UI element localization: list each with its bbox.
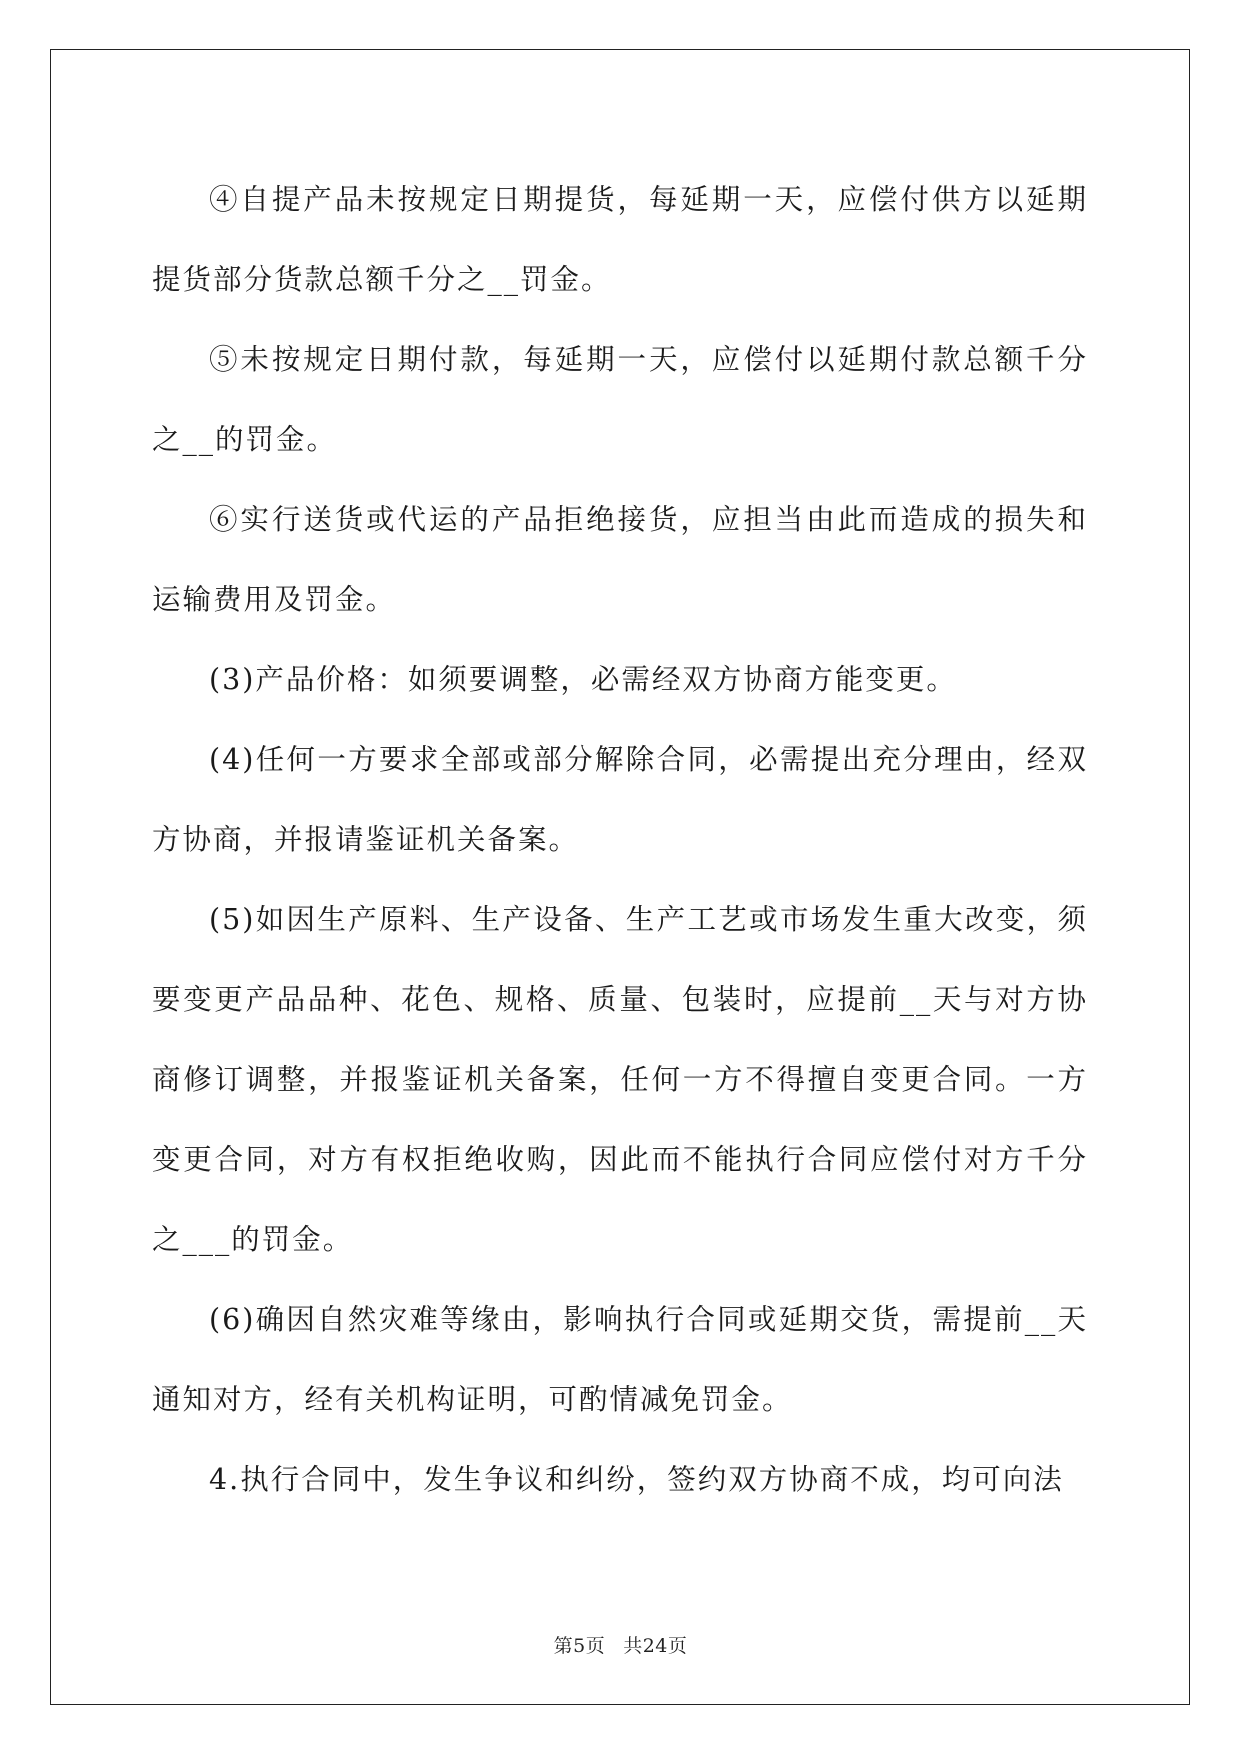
paragraph-change: (5)如因生产原料、生产设备、生产工艺或市场发生重大改变，须要变更产品品种、花色、规格、质量、包装时，应提前__天与对方协商修订调整，并报鉴证机关备案，任何一方不得擅自变更合同。一方变更合同，对方有权拒绝收购，因此而不能执行合同应偿付对方千分之___的罚金。 — [152, 903, 1088, 1256]
paragraph-force-majeure: (6)确因自然灾难等缘由，影响执行合同或延期交货，需提前__天通知对方，经有关机构证明，可酌情减免罚金。 — [152, 1303, 1088, 1416]
paragraph-price: (3)产品价格：如须要调整，必需经双方协商方能变更。 — [209, 663, 957, 696]
paragraph-item-5: ⑤未按规定日期付款，每延期一天，应偿付以延期付款总额千分之__的罚金。 — [152, 343, 1088, 456]
page-number: 第5页 — [553, 1635, 606, 1657]
paragraph-item-6: ⑥实行送货或代运的产品拒绝接货，应担当由此而造成的损失和运输费用及罚金。 — [152, 503, 1088, 616]
paragraph-termination: (4)任何一方要求全部或部分解除合同，必需提出充分理由，经双方协商，并报请鉴证机关备案。 — [152, 743, 1088, 856]
paragraph-dispute: 4.执行合同中，发生争议和纠纷，签约双方协商不成，均可向法 — [209, 1463, 1064, 1496]
page-total: 共24页 — [623, 1635, 688, 1657]
paragraph-item-4: ④自提产品未按规定日期提货，每延期一天，应偿付供方以延期提货部分货款总额千分之__罚金。 — [152, 183, 1088, 296]
page-footer — [0, 1631, 1241, 1658]
document-body — [152, 160, 1088, 1520]
